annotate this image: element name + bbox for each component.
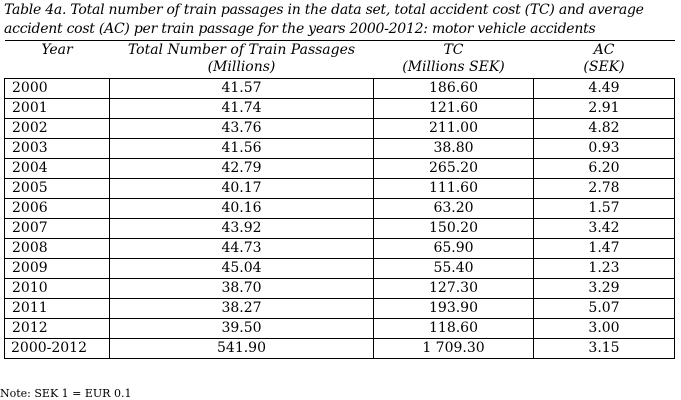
- table-row: [5, 279, 675, 299]
- year-cell: 2009: [5, 259, 110, 279]
- average-cost-cell: 1.23: [534, 259, 675, 279]
- caption-line-1: Table 4a. Total number of train passages in the data set, total accident cost (TC) and average: [4, 2, 644, 18]
- train-passages-cell: 38.70: [110, 279, 374, 299]
- table-row: [5, 79, 675, 99]
- table-body: [5, 79, 675, 359]
- average-cost-cell: 4.82: [534, 119, 675, 139]
- average-cost-cell: 2.91: [534, 99, 675, 119]
- header-average-cost-label: AC: [593, 42, 615, 58]
- table-row: [5, 119, 675, 139]
- table-row: [5, 179, 675, 199]
- train-passages-cell: 40.17: [110, 179, 374, 199]
- table-row: [5, 199, 675, 219]
- average-cost-cell: 3.15: [534, 339, 675, 359]
- total-cost-cell: 65.90: [374, 239, 534, 259]
- header-year-label: Year: [41, 42, 73, 58]
- year-cell: 2012: [5, 319, 110, 339]
- header-train-passages-label: Total Number of Train Passages: [127, 42, 356, 58]
- total-cost-cell: 55.40: [374, 259, 534, 279]
- header-average-cost-unit: (SEK): [583, 59, 625, 75]
- header-train-passages-unit: (Millions): [207, 59, 276, 75]
- caption-line-2: accident cost (AC) per train passage for the years 2000-2012: motor vehicle accidents: [4, 20, 596, 37]
- table-row: [5, 239, 675, 259]
- header-total-cost-label: TC: [443, 42, 464, 58]
- average-cost-cell: 4.49: [534, 79, 675, 99]
- train-passages-cell: 41.74: [110, 99, 374, 119]
- train-passages-cell: 40.16: [110, 199, 374, 219]
- average-cost-cell: 2.78: [534, 179, 675, 199]
- total-cost-cell: 111.60: [374, 179, 534, 199]
- year-cell: 2003: [5, 139, 110, 159]
- header-total-cost-unit: (Millions SEK): [402, 59, 505, 75]
- train-passages-cell: 38.27: [110, 299, 374, 319]
- train-passages-cell: 43.92: [110, 219, 374, 239]
- table-header-row: [5, 41, 675, 79]
- total-cost-cell: 265.20: [374, 159, 534, 179]
- total-cost-cell: 121.60: [374, 99, 534, 119]
- table-row: [5, 319, 675, 339]
- table-note: Note: SEK 1 = EUR 0.1: [0, 387, 132, 400]
- data-table: [4, 40, 675, 359]
- average-cost-cell: 3.42: [534, 219, 675, 239]
- average-cost-cell: 3.00: [534, 319, 675, 339]
- total-cost-cell: 150.20: [374, 219, 534, 239]
- train-passages-cell: 44.73: [110, 239, 374, 259]
- average-cost-cell: 1.47: [534, 239, 675, 259]
- year-cell: 2011: [5, 299, 110, 319]
- average-cost-cell: 0.93: [534, 139, 675, 159]
- table-row: [5, 299, 675, 319]
- year-cell: 2006: [5, 199, 110, 219]
- table-row: [5, 99, 675, 119]
- train-passages-cell: 541.90: [110, 339, 374, 359]
- table-row: [5, 139, 675, 159]
- year-cell: 2000: [5, 79, 110, 99]
- year-cell: 2007: [5, 219, 110, 239]
- train-passages-cell: 41.57: [110, 79, 374, 99]
- table-row: [5, 219, 675, 239]
- total-cost-cell: 211.00: [374, 119, 534, 139]
- table-caption: [4, 1, 680, 38]
- year-cell: 2002: [5, 119, 110, 139]
- year-cell: 2004: [5, 159, 110, 179]
- train-passages-cell: 45.04: [110, 259, 374, 279]
- table-row: [5, 159, 675, 179]
- year-cell: 2008: [5, 239, 110, 259]
- total-cost-cell: 1 709.30: [374, 339, 534, 359]
- total-cost-cell: 193.90: [374, 299, 534, 319]
- year-cell: 2001: [5, 99, 110, 119]
- year-cell: 2005: [5, 179, 110, 199]
- total-cost-cell: 127.30: [374, 279, 534, 299]
- table-total-row: [5, 339, 675, 359]
- year-cell: 2000-2012: [5, 339, 110, 359]
- average-cost-cell: 1.57: [534, 199, 675, 219]
- table-row: [5, 259, 675, 279]
- average-cost-cell: 6.20: [534, 159, 675, 179]
- year-cell: 2010: [5, 279, 110, 299]
- total-cost-cell: 38.80: [374, 139, 534, 159]
- header-average-cost: [534, 41, 675, 79]
- total-cost-cell: 186.60: [374, 79, 534, 99]
- total-cost-cell: 118.60: [374, 319, 534, 339]
- train-passages-cell: 42.79: [110, 159, 374, 179]
- train-passages-cell: 41.56: [110, 139, 374, 159]
- header-year: [5, 41, 110, 79]
- average-cost-cell: 5.07: [534, 299, 675, 319]
- header-total-cost: [374, 41, 534, 79]
- total-cost-cell: 63.20: [374, 199, 534, 219]
- train-passages-cell: 43.76: [110, 119, 374, 139]
- average-cost-cell: 3.29: [534, 279, 675, 299]
- train-passages-cell: 39.50: [110, 319, 374, 339]
- header-train-passages: [110, 41, 374, 79]
